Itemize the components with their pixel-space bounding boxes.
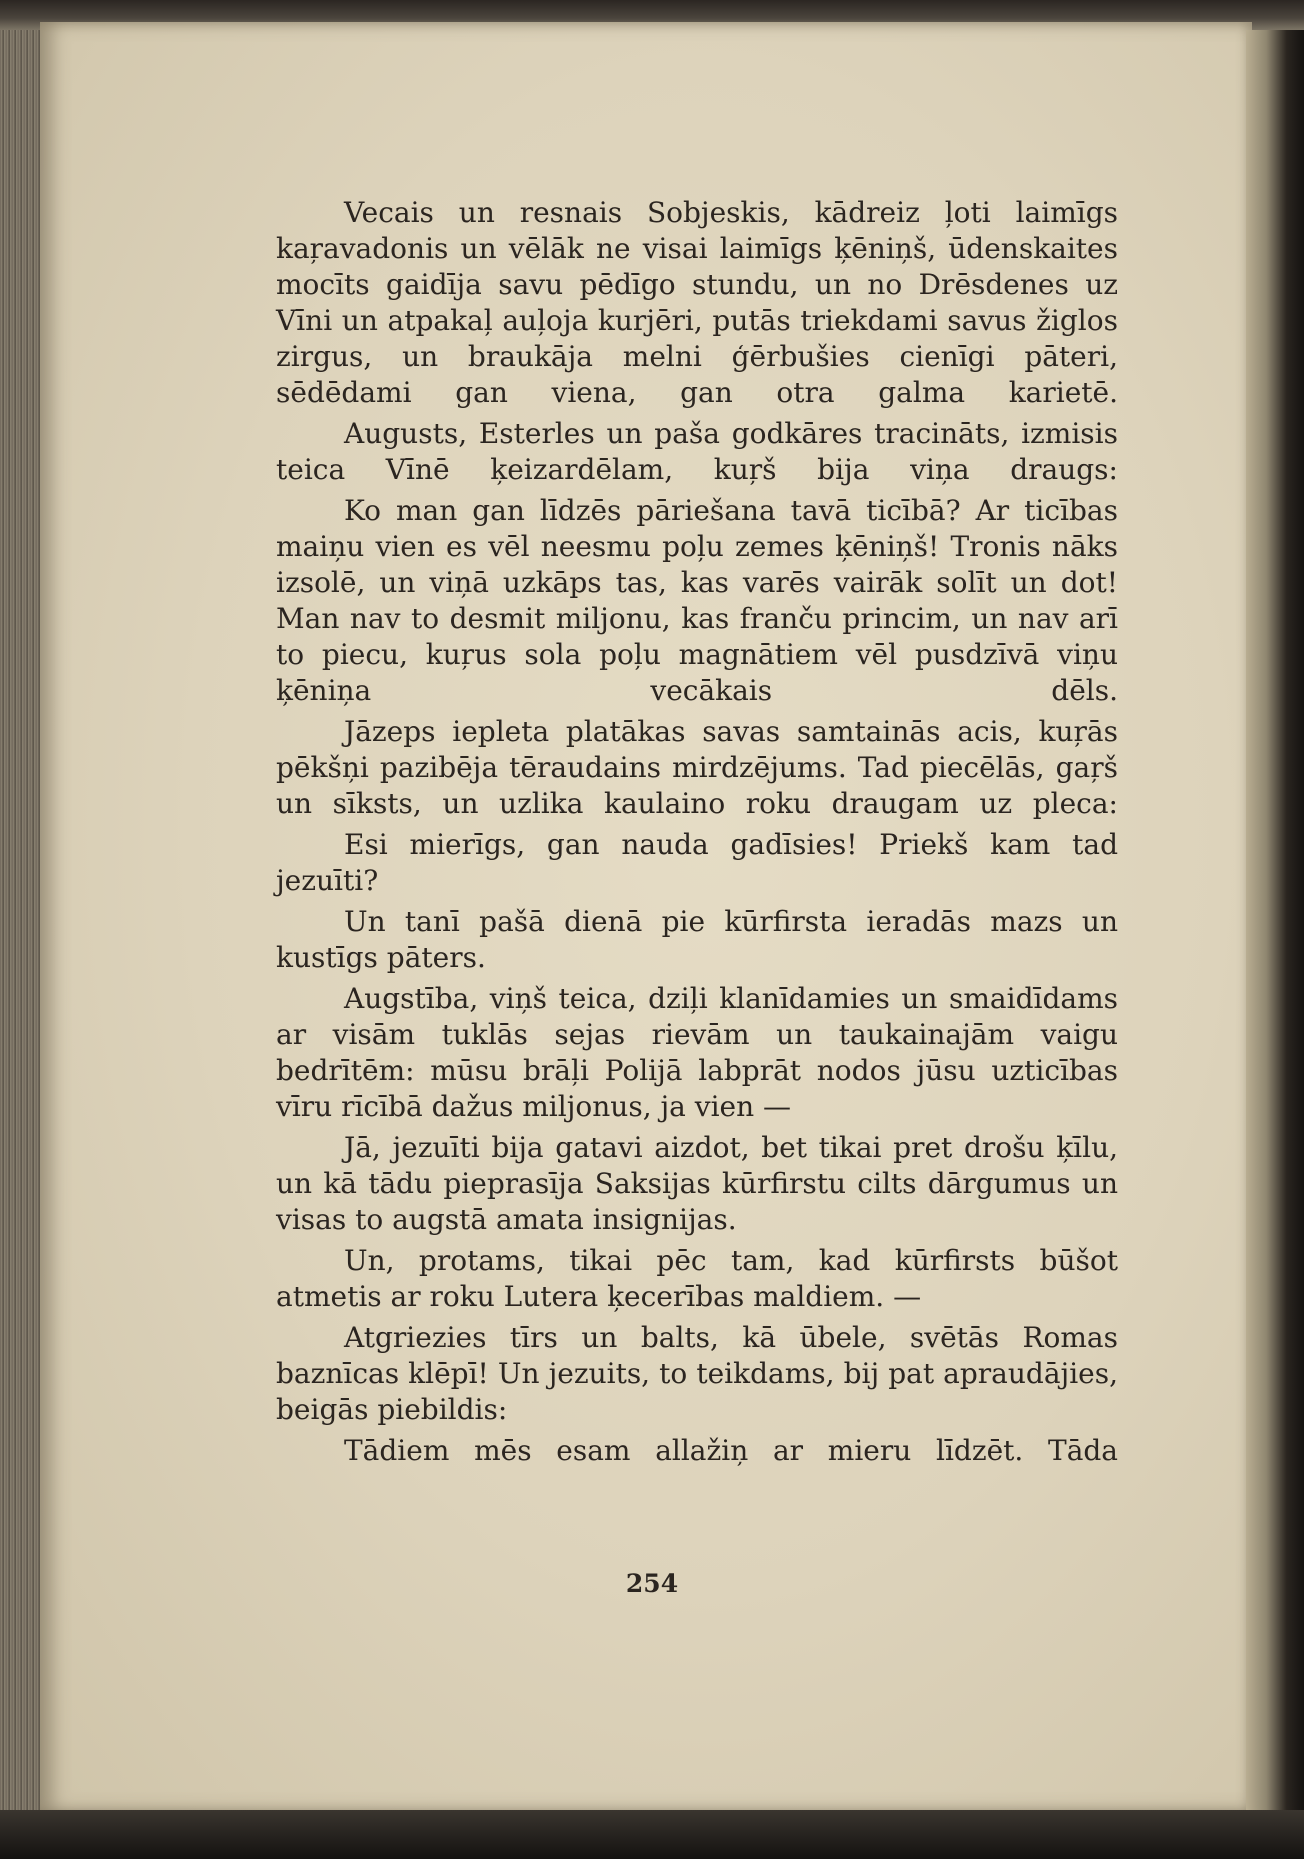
paragraph-6: Un tanī pašā dienā pie kūrfirsta ieradās mazs un kustīgs pāters. xyxy=(276,905,1118,974)
paragraph-7: Augstība, viņš teica, dziļi klanīdamies un smaidīdams ar visām tuklās sejas rievām un taukainajām vaigu bedrītēm: mūsu brāļi Polijā labprāt nodos jūsu uzticības vīru rīcībā dažus miljonus, ja vien — xyxy=(276,982,1118,1123)
page-number: 254 xyxy=(625,1569,679,1598)
paragraph-11: Tādiem mēs esam allažiņ ar mieru līdzēt. Tāda xyxy=(344,1434,1118,1467)
paragraph-8: Jā, jezuīti bija gatavi aizdot, bet tikai pret drošu ķīlu, un kā tādu pieprasīja Saksijas kūrfirstu cilts dārgumus un visas to augstā amata insignijas. xyxy=(276,1131,1118,1236)
right-page-edge xyxy=(1246,30,1304,1810)
paragraph-3: Ko man gan līdzēs pāriešana tavā ticībā? Ar ticības maiņu vien es vēl neesmu poļu zemes ķēniņš! Tronis nāks izsolē, un viņā uzkāps tas, kas varēs vairāk solīt un dot! Man nav to desmit miljonu, kas franču princim, un nav arī to piecu, kuŗus sola poļu magnātiem vēl pusdzīvā viņu ķēniņa vecākais dēls. xyxy=(276,494,1118,707)
paragraph-2: Augusts, Esterles un paša godkāres tracināts, izmisis teica Vīnē ķeizardēlam, kuŗš bija viņa draugs: xyxy=(276,417,1118,486)
bottom-edge-strip xyxy=(0,1810,1304,1859)
paragraph-5: Esi mierīgs, gan nauda gadīsies! Priekš kam tad jezuīti? xyxy=(276,828,1118,897)
paragraph-10: Atgriezies tīrs un balts, kā ūbele, svētās Romas baznīcas klēpī! Un jezuits, to teikdams, bij pat apraudājies, beigās piebildis: xyxy=(276,1321,1118,1426)
paragraph-9: Un, protams, tikai pēc tam, kad kūrfirsts būšot atmetis ar roku Lutera ķecerības maldiem. — xyxy=(276,1244,1118,1313)
paragraph-1: Vecais un resnais Sobjeskis, kādreiz ļoti laimīgs kaŗavadonis un vēlāk ne visai laimīgs ķēniņš, ūdenskaites mocīts gaidīja savu pēdīgo stundu, un no Drēsdenes uz Vīni un atpakaļ auļoja kurjēri, putās triekdami savus žiglos zirgus, un braukāja melni ģērbušies cienīgi pāteri, sēdēdami gan viena, gan otra galma karietē. xyxy=(276,196,1118,409)
paragraph-4: Jāzeps iepleta platākas savas samtainās acis, kuŗās pēkšņi pazibēja tēraudains mirdzējums. Tad piecēlās, gaŗš un sīksts, un uzlika kaulaino roku draugam uz pleca: xyxy=(276,715,1118,820)
body-text xyxy=(276,195,1118,1474)
